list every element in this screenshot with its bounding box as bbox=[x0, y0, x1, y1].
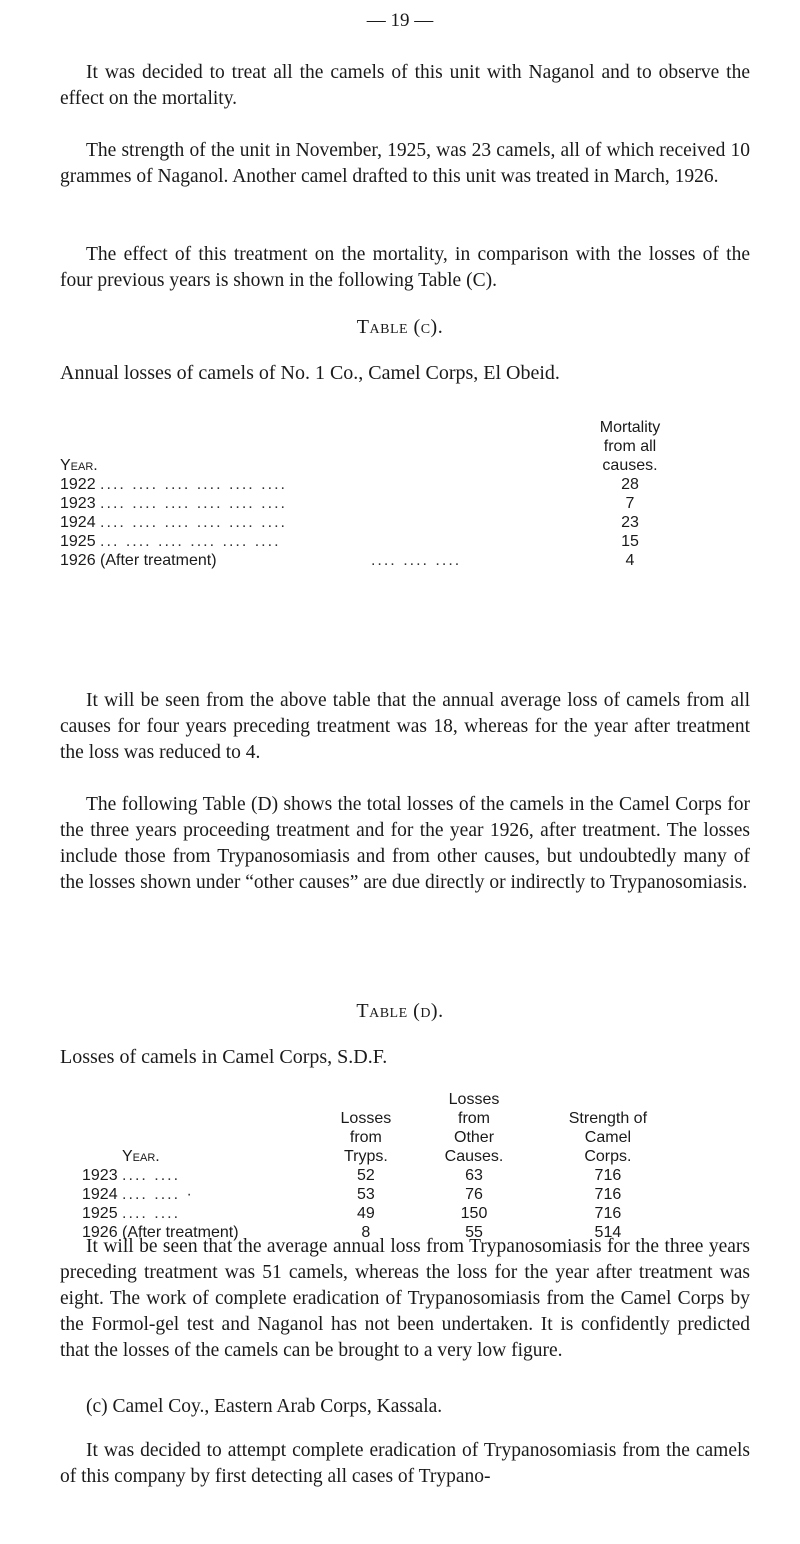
table-row bbox=[60, 1166, 680, 1185]
table-row bbox=[60, 494, 690, 513]
table-row bbox=[60, 551, 690, 570]
table-c-year: 1923 bbox=[60, 495, 96, 512]
dot-leader: .... .... .... bbox=[370, 552, 462, 569]
table-c-mortality-header-1: Mortality bbox=[599, 419, 661, 436]
dot-leader: .... .... .... .... .... .... bbox=[100, 495, 287, 512]
table-d-strength: 716 bbox=[594, 1186, 622, 1203]
table-d-year: 1926 (After treatment) bbox=[82, 1224, 239, 1241]
table-d-strength: 716 bbox=[594, 1205, 622, 1222]
table-d-tryps: 53 bbox=[356, 1186, 375, 1203]
table-row bbox=[60, 513, 690, 532]
table-d-other-header-4: Causes. bbox=[444, 1148, 504, 1165]
table-d-strength-header-1: Strength of bbox=[568, 1110, 648, 1127]
table-d-other-header-1: Losses bbox=[448, 1091, 500, 1108]
table-d bbox=[60, 1090, 680, 1242]
table-d-other-header-3: Other bbox=[454, 1129, 495, 1146]
page-number: — 19 — bbox=[366, 10, 434, 31]
table-c-year-header: Year. bbox=[60, 457, 98, 474]
dot-leader: ... .... .... .... .... .... bbox=[100, 533, 281, 550]
paragraph-1: It was decided to treat all the camels of this unit with Naganol and to observe the effect on the mortality. bbox=[60, 62, 750, 109]
table-c-year: 1922 bbox=[60, 476, 96, 493]
table-c-title: Table (c). bbox=[356, 316, 444, 338]
table-c-caption: Annual losses of camels of No. 1 Co., Camel Corps, El Obeid. bbox=[60, 362, 560, 384]
dot-leader: .... .... .... .... .... .... bbox=[100, 514, 287, 531]
table-d-header-row bbox=[60, 1090, 680, 1166]
table-row bbox=[60, 1185, 680, 1204]
table-row bbox=[60, 475, 690, 494]
table-d-strength-header-2: Camel bbox=[584, 1129, 632, 1146]
table-row bbox=[60, 532, 690, 551]
table-c-value: 15 bbox=[621, 533, 639, 550]
table-d-other: 63 bbox=[465, 1167, 483, 1184]
table-c bbox=[60, 418, 690, 570]
paragraph-2: The strength of the unit in November, 1925, was 23 camels, all of which received 10 grammes of Naganol. Another camel drafted to this unit was treated in March, 1926. bbox=[60, 140, 750, 187]
table-row bbox=[60, 1204, 680, 1223]
table-d-year-header: Year. bbox=[122, 1148, 160, 1165]
table-d-other-header-2: from bbox=[458, 1110, 490, 1127]
table-d-caption: Losses of camels in Camel Corps, S.D.F. bbox=[60, 1046, 388, 1068]
table-d-strength: 514 bbox=[594, 1224, 622, 1241]
table-c-header-row bbox=[60, 418, 690, 475]
section-heading-c: (c) Camel Coy., Eastern Arab Corps, Kassala. bbox=[86, 1396, 443, 1417]
table-d-other: 150 bbox=[460, 1205, 488, 1222]
paragraph-6: It will be seen that the average annual loss from Trypanosomiasis for the three years preceding treatment was 51 camels, whereas the loss for the year after treatment was eight. The work of complete eradication of Trypanosomiasis from the Camel Corps by the Formol-gel test and Naganol has not been undertaken. It is confidently predicted that the losses of the camels can be brought to a very low figure. bbox=[60, 1236, 750, 1361]
dot-leader: .... .... bbox=[122, 1205, 181, 1222]
table-c-year: 1924 bbox=[60, 514, 96, 531]
paragraph-8: It was decided to attempt complete eradication of Trypanosomiasis from the camels of this company by first detecting all cases of Trypano- bbox=[60, 1440, 750, 1487]
table-d-tryps-header-1: Losses bbox=[340, 1110, 392, 1127]
table-d-tryps: 49 bbox=[356, 1205, 375, 1222]
table-d-tryps-header-2: from bbox=[349, 1129, 382, 1146]
table-d-year: 1924 bbox=[82, 1186, 118, 1203]
table-c-value: 28 bbox=[621, 476, 639, 493]
table-d-strength-header-3: Corps. bbox=[584, 1148, 632, 1165]
table-d-tryps: 8 bbox=[361, 1224, 371, 1241]
table-d-tryps-header-3: Tryps. bbox=[343, 1148, 388, 1165]
table-d-tryps: 52 bbox=[356, 1167, 375, 1184]
paragraph-5: The following Table (D) shows the total losses of the camels in the Camel Corps for the three years proceeding treatment and for the year 1926, after treatment. The losses include those from Trypanosomiasis and from other causes, but undoubtedly many of the losses shown under “other causes” are due directly or indirectly to Trypanosomiasis. bbox=[60, 794, 750, 893]
dot-leader: .... .... · bbox=[122, 1186, 194, 1203]
paragraph-3: The effect of this treatment on the mortality, in comparison with the losses of the four previous years is shown in the following Table (C). bbox=[60, 244, 750, 291]
table-d-strength: 716 bbox=[594, 1167, 622, 1184]
table-d-year: 1923 bbox=[82, 1167, 118, 1184]
table-d-other: 76 bbox=[465, 1186, 483, 1203]
table-c-value: 23 bbox=[621, 514, 639, 531]
table-c-year: 1926 (After treatment) bbox=[60, 552, 217, 569]
table-d-year: 1925 bbox=[82, 1205, 118, 1222]
table-c-value: 4 bbox=[625, 552, 635, 569]
table-c-year: 1925 bbox=[60, 533, 96, 550]
table-c-mortality-header-2: from all bbox=[603, 438, 657, 455]
dot-leader: .... .... bbox=[122, 1167, 181, 1184]
table-d-title: Table (d). bbox=[356, 1000, 444, 1022]
paragraph-4: It will be seen from the above table that the annual average loss of camels from all causes for four years preceding treatment was 18, whereas for the year after treatment the loss was reduced to 4. bbox=[60, 690, 750, 763]
table-c-mortality-header-3: causes. bbox=[602, 457, 658, 474]
table-c-value: 7 bbox=[625, 495, 635, 512]
dot-leader: .... .... .... .... .... .... bbox=[100, 476, 287, 493]
table-d-other: 55 bbox=[465, 1224, 483, 1241]
